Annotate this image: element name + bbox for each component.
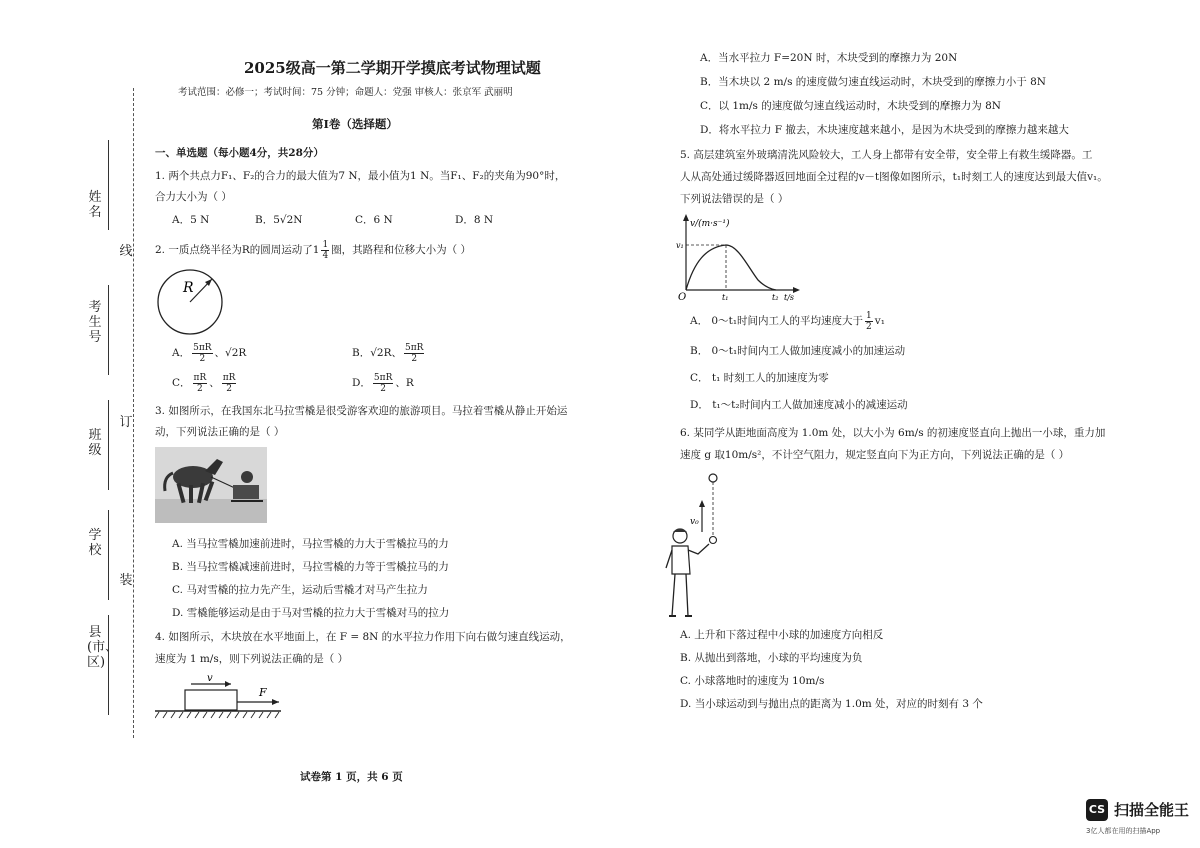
exam-no-label: 考生号 (88, 300, 102, 345)
q2-d-value: R (405, 377, 414, 389)
q4-option-b: B．当木块以 2 m/s 的速度做匀速直线运动时，木块受到的摩擦力小于 8N (700, 76, 1046, 88)
q2-option-d (352, 372, 414, 394)
q2-stem-fraction (321, 240, 329, 261)
q2-option-a-label: A． (172, 347, 191, 359)
part1-heading: 一、单选题（每小题4分，共28分） (155, 147, 324, 159)
school-fill-line (108, 510, 109, 600)
q2-option-c-frac2 (222, 373, 237, 394)
class-fill-line (108, 400, 109, 490)
q4-force-label: F (259, 686, 267, 699)
q2-d-frac-den: 2 (380, 383, 386, 394)
exam-title: 2025级高一第二学期开学摸底考试物理试题 (244, 59, 541, 77)
q2-stem-pre: 2. 一质点绕半径为R的圆周运动了1 (155, 244, 320, 256)
q1-stem-line2: 合力大小为（ ） (155, 191, 232, 203)
q5-t-unit-label: t/s (784, 293, 795, 302)
exam-no-fill-line (108, 285, 109, 375)
q1-option-b-prefix: B．5 (255, 214, 280, 226)
camscanner-brand: 扫描全能王 (1114, 801, 1190, 819)
q2-b-sep: 、 (391, 347, 402, 359)
q1-option-a: A．5 N (172, 214, 210, 226)
name-fill-line (108, 140, 109, 230)
q2-b-value: √2R (370, 347, 392, 359)
class-label: 班级 (88, 428, 102, 458)
q2-c-frac2-num: πR (222, 372, 236, 383)
q2-option-a (172, 342, 246, 364)
district-label: 县(市、区) (87, 625, 119, 670)
q2-d-sep: 、 (395, 377, 406, 389)
q4-block-figure (155, 672, 285, 720)
q2-option-c-label: C． (172, 377, 191, 389)
q5-option-b: B． 0～t₁时间内工人做加速度减小的加速运动 (690, 345, 906, 357)
q5-option-a-frac (865, 311, 873, 332)
q2-option-a-frac (192, 343, 212, 364)
q6-option-b: B. 从抛出到落地，小球的平均速度为负 (680, 652, 863, 664)
q2-c-frac1-num: πR (193, 372, 207, 383)
q6-option-d: D. 当小球运动到与抛出点的距离为 1.0m 处，对应的时刻有 3 个 (680, 698, 983, 710)
q4-stem-line2: 速度为 1 m/s，则下列说法正确的是（ ） (155, 653, 349, 665)
q6-option-a: A. 上升和下落过程中小球的加速度方向相反 (680, 629, 884, 641)
binding-dashed-line (133, 88, 134, 738)
binding-line-char: 线 (119, 244, 133, 259)
q6-stem-line1: 6. 某同学从距地面高度为 1.0m 处，以大小为 6m/s 的初速度竖直向上抛出一小球，重力加 (680, 427, 1106, 439)
q5-option-a (690, 310, 885, 332)
q5-vt-graph (676, 212, 806, 302)
q5-stem-line2: 人从高处通过缓降器返回地面全过程的v－t图像如图所示，t₁时刻工人的速度达到最大值v₁。 (680, 171, 1108, 183)
q3-option-b: B. 当马拉雪橇减速前进时，马拉雪橇的力等于雪橇拉马的力 (172, 561, 449, 573)
q5-t1-label: t₁ (722, 293, 729, 302)
q1-option-d: D．8 N (455, 214, 494, 226)
q6-stem-line2: 速度 g 取10m/s²，不计空气阻力，规定竖直向下为正方向，下列说法正确的是（ ） (680, 449, 1070, 461)
q2-stem (155, 239, 471, 261)
q1-option-b-unit: N (293, 214, 303, 226)
q2-option-d-frac (373, 373, 393, 394)
q5-stem-line3: 下列说法错误的是（ ） (680, 193, 789, 205)
camscanner-tagline: 3亿人都在用的扫描App (1086, 827, 1161, 835)
q5-v1-label: v₁ (676, 241, 684, 250)
q2-option-d-label: D． (352, 377, 371, 389)
q2-option-b-label: B． (352, 347, 371, 359)
q4-option-d: D．将水平拉力 F 撤去，木块速度越来越小，是因为木块受到的摩擦力越来越大 (700, 124, 1069, 136)
q5-a-frac-num: 1 (866, 310, 872, 321)
q5-option-c: C． t₁ 时刻工人的加速度为零 (690, 372, 829, 384)
binding-zhuang-char: 装 (119, 573, 133, 588)
q4-stem-line1: 4. 如图所示，木块放在水平地面上，在 F = 8N 的水平拉力作用下向右做匀速直线运动， (155, 631, 571, 643)
q2-c-frac2-den: 2 (226, 383, 232, 394)
q2-option-c-frac1 (193, 373, 208, 394)
q5-option-a-post: v₁ (874, 315, 885, 327)
q2-frac-denominator: 4 (322, 250, 329, 261)
q3-option-d: D. 雪橇能够运动是由于马对雪橇的拉力大于雪橇对马的拉力 (172, 607, 450, 619)
q4-option-c: C．以 1m/s 的速度做匀速直线运动时，木块受到的摩擦力为 8N (700, 100, 1001, 112)
q2-option-b-frac (404, 343, 424, 364)
q3-option-a: A. 当马拉雪橇加速前进时，马拉雪橇的力大于雪橇拉马的力 (172, 538, 449, 550)
q2-radius-label: R (183, 280, 194, 296)
binding-ding-char: 订 (119, 415, 133, 430)
q3-option-c: C. 马对雪橇的拉力先产生，运动后雪橇才对马产生拉力 (172, 584, 428, 596)
q1-option-b (255, 213, 302, 227)
section-title: 第Ⅰ卷（选择题） (312, 117, 398, 131)
q6-option-c: C. 小球落地时的速度为 10m/s (680, 675, 825, 687)
q5-option-a-pre: A． 0～t₁时间内工人的平均速度大于 (690, 315, 864, 327)
q5-y-axis-label: v/(m·s⁻¹) (690, 219, 730, 229)
q5-origin-label: O (678, 292, 687, 302)
q2-a-frac-den: 2 (199, 353, 206, 364)
q2-stem-post: 圈，其路程和位移大小为（ ） (331, 244, 472, 256)
q3-stem-line1: 3. 如图所示，在我国东北马拉雪橇是很受游客欢迎的旅游项目。马拉着雪橇从静止开始运 (155, 405, 568, 417)
q2-a-frac-num: 5πR (193, 342, 212, 353)
q5-stem-line1: 5. 高层建筑室外玻璃清洗风险较大，工人身上都带有安全带，安全带上有救生缓降器。工 (680, 149, 1093, 161)
q2-circle-figure (155, 268, 227, 336)
q2-frac-numerator: 1 (322, 239, 329, 250)
page-footer: 试卷第 1 页，共 6 页 (300, 771, 403, 783)
q6-throw-figure (662, 470, 732, 620)
q1-option-c: C．6 N (355, 214, 393, 226)
q2-a-sep: 、 (214, 347, 226, 359)
exam-info: 考试范围：必修一；考试时间：75 分钟；命题人：党强 审核人：张京军 武丽明 (178, 87, 513, 98)
q1-option-b-radical: √2 (279, 214, 294, 226)
q5-t2-label: t₂ (772, 293, 779, 302)
q3-horse-sled-photo (155, 447, 267, 523)
q4-velocity-label: v (207, 673, 213, 684)
q2-c-sep: 、 (209, 377, 220, 389)
q1-stem-line1: 1. 两个共点力F₁、F₂的合力的最大值为7 N，最小值为1 N。当F₁、F₂的夹角为90°时， (155, 170, 566, 182)
camscanner-logo-icon: CS (1086, 799, 1108, 821)
q4-option-a: A．当水平拉力 F=20N 时，木块受到的摩擦力为 20N (700, 52, 958, 64)
district-fill-line (108, 615, 109, 715)
name-label: 姓名 (88, 190, 102, 220)
q3-stem-line2: 动，下列说法正确的是（ ） (155, 426, 285, 438)
q2-option-b (352, 342, 426, 364)
binding-margin (0, 0, 145, 848)
school-label: 学校 (88, 528, 102, 558)
q2-d-frac-num: 5πR (373, 372, 393, 383)
q2-option-c (172, 372, 238, 394)
q2-b-frac-num: 5πR (405, 342, 424, 353)
q6-v0-label: v₀ (690, 517, 699, 527)
q5-option-d: D． t₁～t₂时间内工人做加速度减小的减速运动 (690, 399, 908, 411)
q2-a-value: √2R (225, 347, 247, 359)
q2-b-frac-den: 2 (411, 353, 418, 364)
q5-a-frac-den: 2 (866, 321, 872, 332)
q2-c-frac1-den: 2 (197, 383, 203, 394)
